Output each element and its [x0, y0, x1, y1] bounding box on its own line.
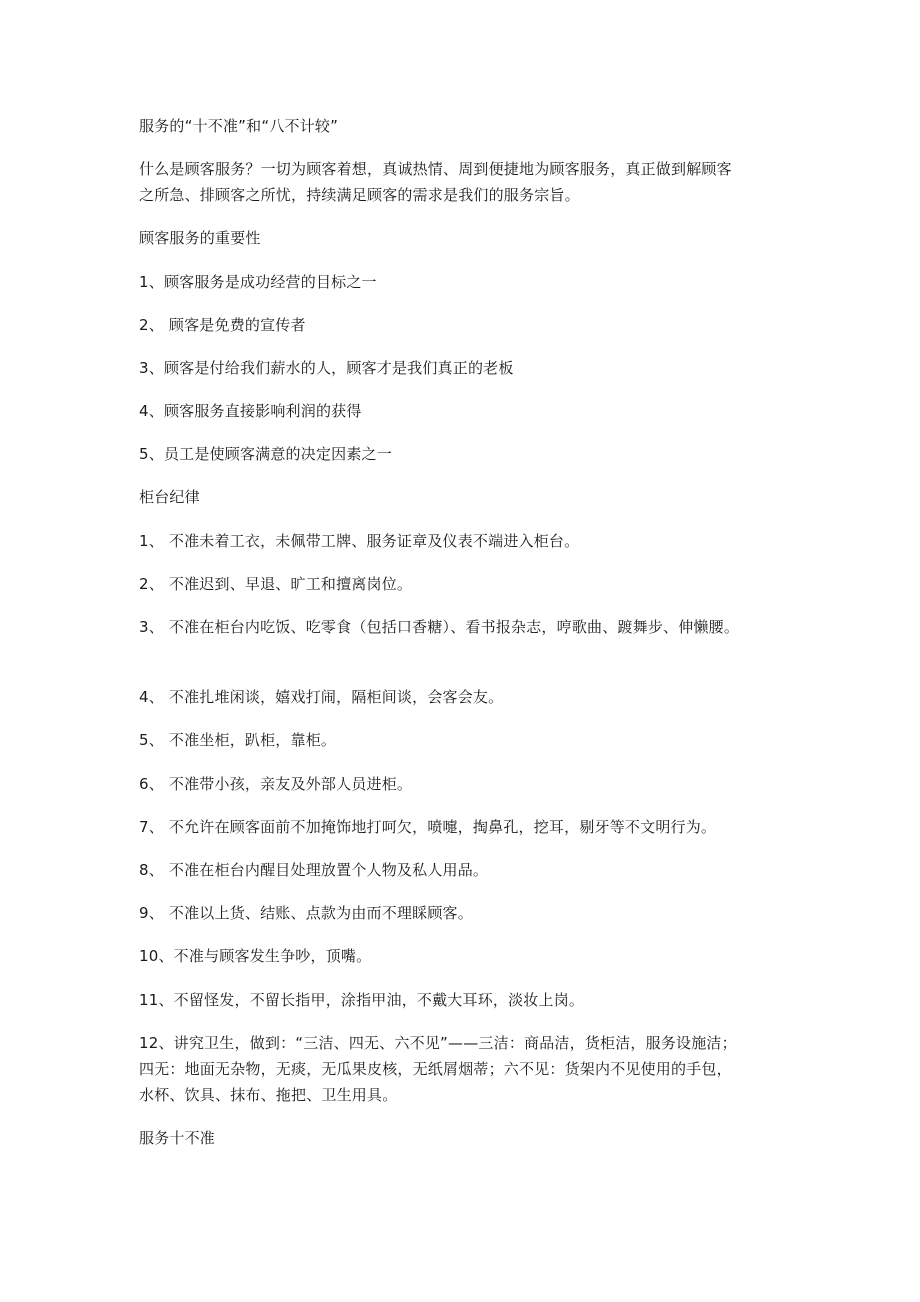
discipline-item-6: 6、 不准带小孩，亲友及外部人员进柜。 — [139, 775, 413, 793]
intro-paragraph-line-2: 之所急、排顾客之所忧，持续满足顾客的需求是我们的服务宗旨。 — [139, 186, 580, 204]
importance-item-1: 1、顾客服务是成功经营的目标之一 — [139, 273, 377, 291]
discipline-item-2: 2、 不准迟到、早退、旷工和擅离岗位。 — [139, 575, 413, 593]
discipline-item-10: 10、不准与顾客发生争吵，顶嘴。 — [139, 947, 372, 965]
importance-item-2: 2、 顾客是免费的宣传者 — [139, 316, 306, 334]
discipline-item-5: 5、 不准坐柜，趴柜，靠柜。 — [139, 731, 337, 749]
document-title: 服务的“十不准”和“八不计较” — [139, 117, 339, 135]
importance-item-3: 3、顾客是付给我们薪水的人，顾客才是我们真正的老板 — [139, 359, 514, 377]
importance-heading: 顾客服务的重要性 — [139, 229, 261, 247]
discipline-heading: 柜台纪律 — [139, 488, 200, 506]
intro-paragraph-line-1: 什么是顾客服务？一切为顾客着想，真诚热情、周到便捷地为顾客服务，真正做到解顾客 — [139, 160, 732, 178]
discipline-item-4: 4、 不准扎堆闲谈，嬉戏打闹，隔柜间谈，会客会友。 — [139, 688, 504, 706]
service-heading: 服务十不准 — [139, 1129, 216, 1147]
hygiene-item-line-2: 四无：地面无杂物，无痰，无瓜果皮核，无纸屑烟蒂；六不见：货架内不见使用的手包， — [139, 1060, 732, 1078]
discipline-item-3: 3、 不准在柜台内吃饭、吃零食（包括口香糖）、看书报杂志，哼歌曲、踱舞步、伸懒腰。 — [139, 618, 740, 636]
discipline-item-8: 8、 不准在柜台内醒目处理放置个人物及私人用品。 — [139, 861, 489, 879]
discipline-item-11: 11、不留怪发，不留长指甲，涂指甲油，不戴大耳环，淡妆上岗。 — [139, 991, 585, 1009]
discipline-item-1: 1、 不准未着工衣，未佩带工牌、服务证章及仪表不端进入柜台。 — [139, 532, 580, 550]
hygiene-item-line-3: 水杯、饮具、抹布、拖把、卫生用具。 — [139, 1086, 398, 1104]
discipline-item-7: 7、 不允许在顾客面前不加掩饰地打呵欠，喷嚏，掏鼻孔，挖耳，剔牙等不文明行为。 — [139, 818, 717, 836]
hygiene-item-line-1: 12、讲究卫生，做到：“三洁、四无、六不见”——三洁：商品洁，货柜洁，服务设施洁； — [139, 1034, 737, 1052]
importance-item-4: 4、顾客服务直接影响利润的获得 — [139, 402, 362, 420]
discipline-item-9: 9、 不准以上货、结账、点款为由而不理睬顾客。 — [139, 904, 473, 922]
importance-item-5: 5、员工是使顾客满意的决定因素之一 — [139, 445, 392, 463]
